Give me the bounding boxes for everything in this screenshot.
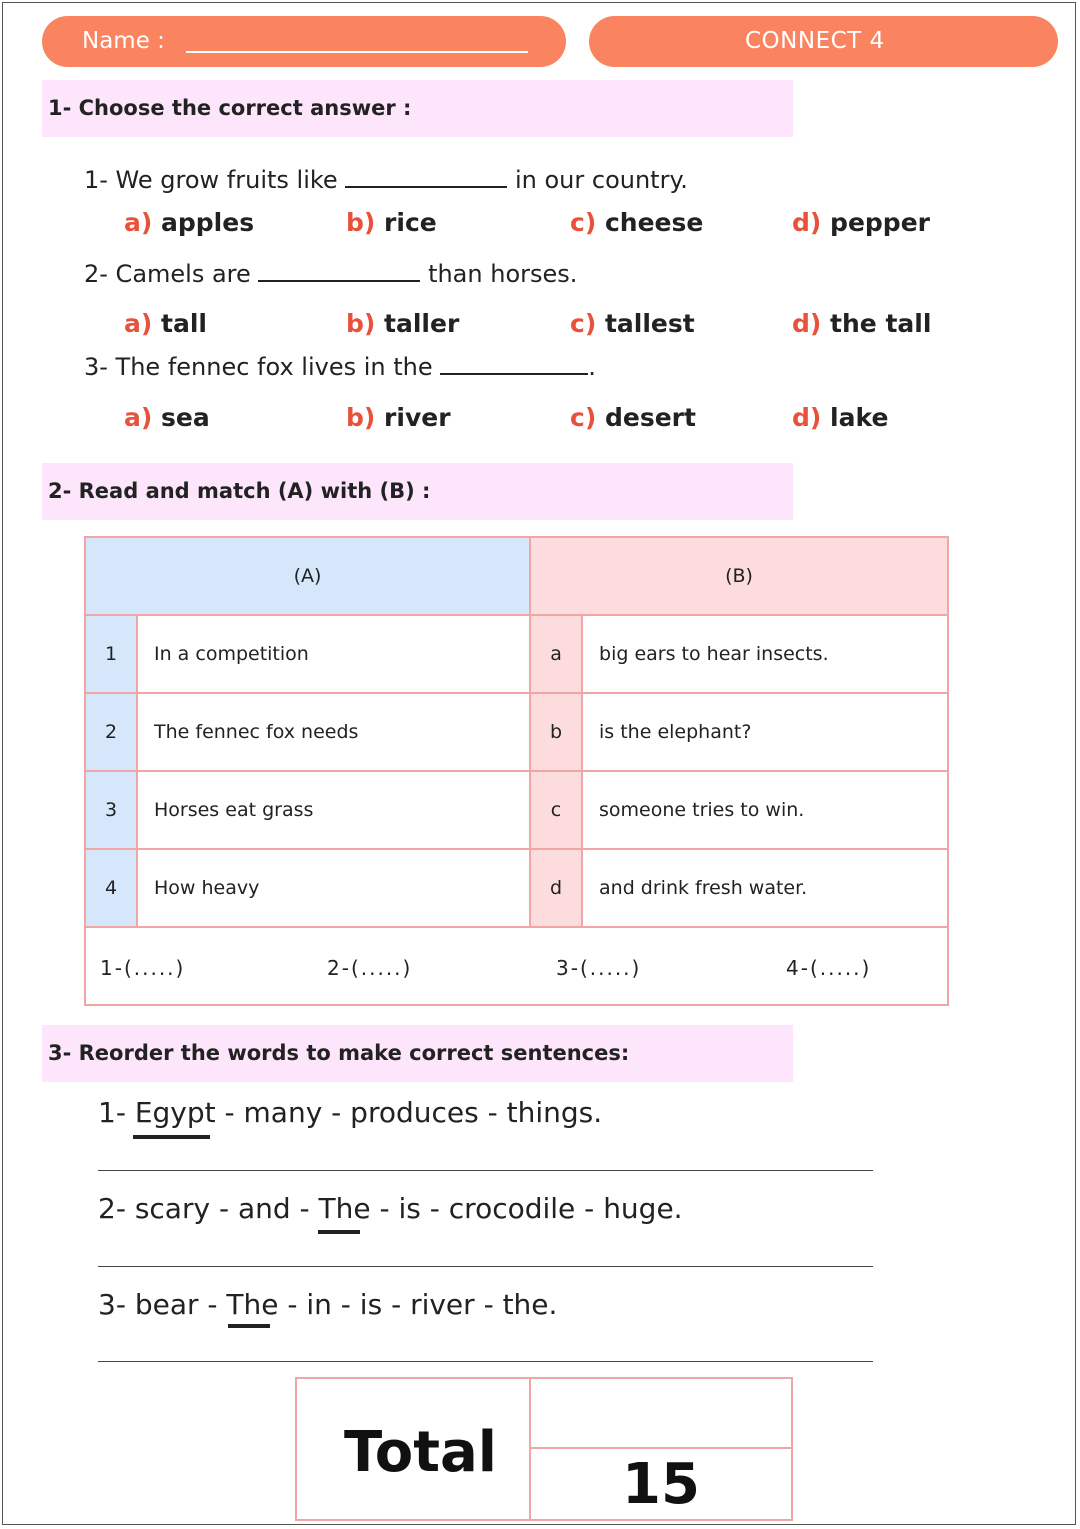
option-2a[interactable]: a) tall [124, 309, 207, 338]
reorder-sentence-3: 3- bear - The - in - is - river - the. [98, 1288, 558, 1321]
option-3a[interactable]: a) sea [124, 403, 210, 432]
reorder-sentence-1: 1- Egypt - many - produces - things. [98, 1096, 603, 1129]
answer-line-1[interactable] [98, 1170, 873, 1171]
column-b-text: someone tries to win. [582, 771, 948, 849]
total-score-divider [529, 1447, 793, 1449]
title-pill [589, 16, 1058, 67]
column-b-text: is the elephant? [582, 693, 948, 771]
row-letter: a [530, 615, 582, 693]
row-letter: b [530, 693, 582, 771]
section1-header [42, 80, 793, 137]
question-1: 1- We grow fruits like in our country. [84, 166, 688, 194]
option-3d[interactable]: d) lake [792, 403, 889, 432]
table-row [85, 771, 948, 849]
section1-heading: 1- Choose the correct answer : [48, 96, 412, 120]
answer-blank[interactable] [258, 279, 420, 282]
total-score: 15 [622, 1452, 700, 1517]
answer-blank[interactable] [440, 372, 588, 375]
option-1d[interactable]: d) pepper [792, 208, 930, 237]
option-2b[interactable]: b) taller [346, 309, 460, 338]
total-divider [529, 1377, 531, 1521]
question-3: 3- The fennec fox lives in the . [84, 353, 596, 381]
reorder-sentence-2: 2- scary - and - The - is - crocodile - huge. [98, 1192, 683, 1225]
worksheet-title: CONNECT 4 [745, 28, 885, 54]
section3-heading: 3- Reorder the words to make correct sentences: [48, 1041, 630, 1065]
section3-header [42, 1025, 793, 1082]
table-row [85, 615, 948, 693]
table-row [85, 693, 948, 771]
row-number: 2 [85, 693, 137, 771]
column-a-header: (A) [85, 537, 530, 615]
column-a-text: Horses eat grass [137, 771, 530, 849]
column-a-text: How heavy [137, 849, 530, 927]
match-answer-4[interactable]: 4-(.....) [786, 956, 872, 980]
row-letter: c [530, 771, 582, 849]
column-a-text: In a competition [137, 615, 530, 693]
option-1b[interactable]: b) rice [346, 208, 437, 237]
name-pill [42, 16, 566, 67]
option-2d[interactable]: d) the tall [792, 309, 932, 338]
option-3b[interactable]: b) river [346, 403, 451, 432]
section2-heading: 2- Read and match (A) with (B) : [48, 479, 431, 503]
answer-line-3[interactable] [98, 1361, 873, 1362]
option-1a[interactable]: a) apples [124, 208, 255, 237]
column-b-text: big ears to hear insects. [582, 615, 948, 693]
row-number: 3 [85, 771, 137, 849]
column-a-text: The fennec fox needs [137, 693, 530, 771]
question-2: 2- Camels are than horses. [84, 260, 578, 288]
capital-underline [228, 1324, 270, 1328]
total-label: Total [344, 1420, 497, 1485]
match-answer-3[interactable]: 3-(.....) [556, 956, 642, 980]
row-letter: d [530, 849, 582, 927]
table-row [85, 849, 948, 927]
section2-header [42, 463, 793, 520]
option-3c[interactable]: c) desert [570, 403, 696, 432]
match-answer-2[interactable]: 2-(.....) [327, 956, 413, 980]
name-label: Name : [82, 28, 165, 54]
answer-line-2[interactable] [98, 1266, 873, 1267]
column-b-header: (B) [530, 537, 948, 615]
capital-underline [318, 1230, 360, 1234]
capital-underline [133, 1135, 210, 1139]
option-1c[interactable]: c) cheese [570, 208, 704, 237]
row-number: 4 [85, 849, 137, 927]
row-number: 1 [85, 615, 137, 693]
name-field[interactable] [186, 51, 528, 53]
option-2c[interactable]: c) tallest [570, 309, 695, 338]
match-answer-1[interactable]: 1-(.....) [100, 956, 186, 980]
column-b-text: and drink fresh water. [582, 849, 948, 927]
match-table [84, 536, 949, 1006]
answer-blank[interactable] [345, 185, 507, 188]
